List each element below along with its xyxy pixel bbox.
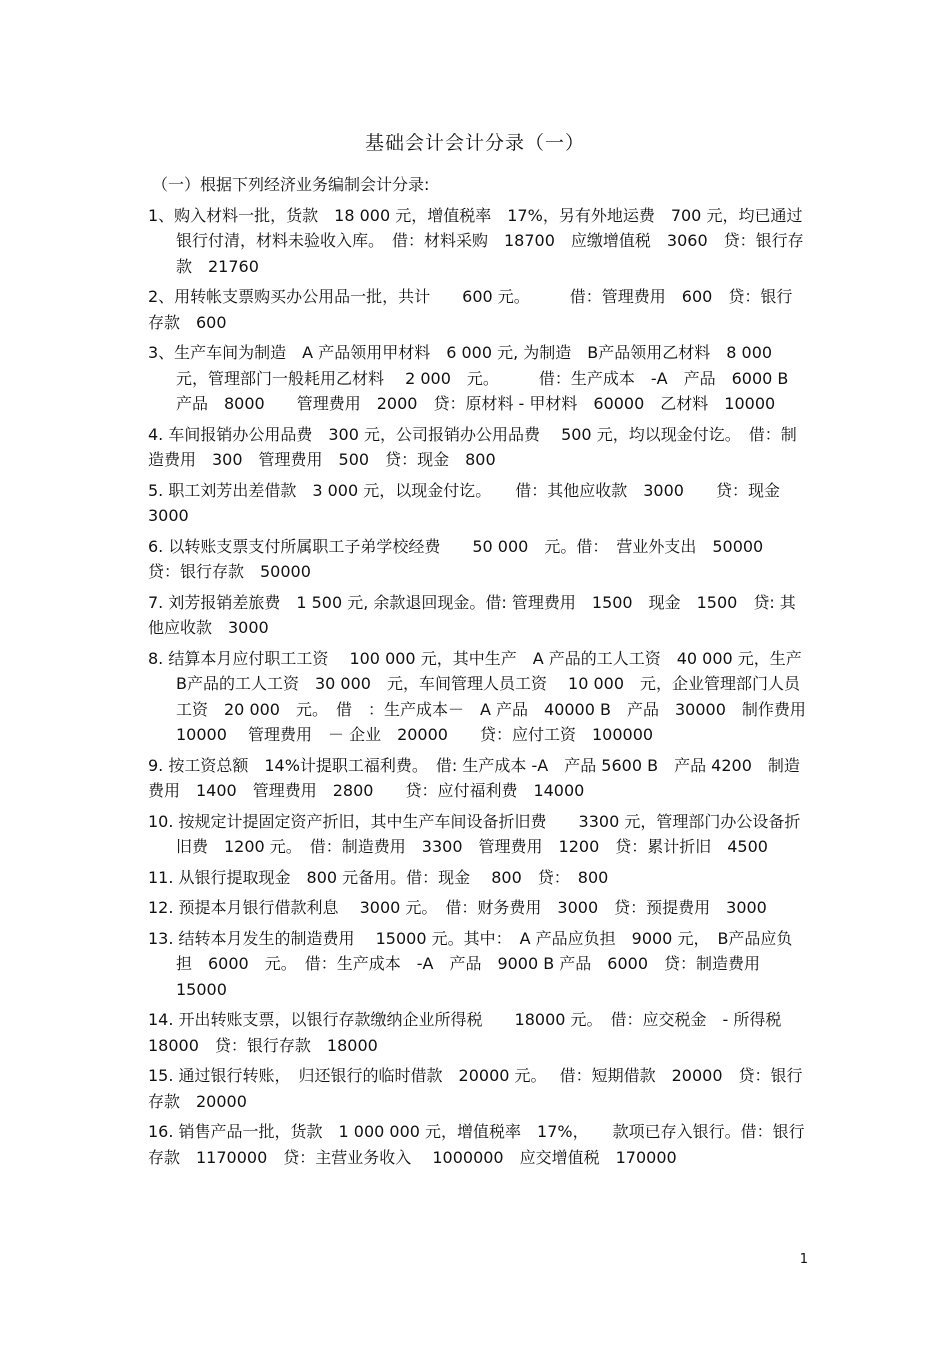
list-item: 5. 职工刘芳出差借款 3 000 元，以现金付讫。 借：其他应收款 3000 贷：现金 3000	[148, 480, 780, 525]
list-item: 14. 开出转账支票，以银行存款缴纳企业所得税 18000 元。 借：应交税金 - 所得税 18000 贷：银行存款 18000	[148, 1010, 798, 1055]
list-item: 1、购入材料一批，货款 18 000 元，增值税率 17%，另有外地运费 700 元，均已通过银行付清，材料未验收入库。 借：材料采购 18700 应缴增值税 3060 贷：银行存款 21760	[148, 205, 804, 276]
list-item: 9. 按工资总额 14%计提职工福利费。 借: 生产成本 -A 产品 5600 B 产品 4200 制造费用 1400 管理费用 2800 贷：应付福利费 14000	[148, 755, 800, 800]
document-body	[148, 172, 822, 1175]
list-item: 2、用转帐支票购买办公用品一批，共计 600 元。 借：管理费用 600 贷：银行存款 600	[148, 287, 793, 332]
page-number: 1	[799, 1252, 808, 1267]
list-item: 10. 按规定计提固定资产折旧，其中生产车间设备折旧费 3300 元，管理部门办公设备折旧费 1200 元。 借：制造费用 3300 管理费用 1200 贷：累计折旧 4500	[148, 811, 801, 856]
list-item: 4. 车间报销办公用品费 300 元，公司报销办公用品费 500 元，均以现金付讫。 借：制造费用 300 管理费用 500 贷：现金 800	[148, 424, 797, 469]
list-item: 15. 通过银行转账， 归还银行的临时借款 20000 元。 借：短期借款 20000 贷：银行存款 20000	[148, 1066, 803, 1111]
list-item: 11. 从银行提取现金 800 元备用。借：现金 800 贷： 800	[148, 867, 609, 887]
list-item: 8. 结算本月应付职工工资 100 000 元，其中生产 A 产品的工人工资 40 000 元，生产 B产品的工人工资 30 000 元，车间管理人员工资 10 000 元，企业管理部门人员工资 20 000 元。 借 ：生产成本－ A 产品 40000 B 产品 30000 制作费用 10000 管理费用 － 企业 20000 贷：应付工资 100000	[148, 648, 822, 744]
list-item: 12. 预提本月银行借款利息 3000 元。 借：财务费用 3000 贷：预提费用 3000	[148, 898, 767, 917]
page-title: 基础会计会计分录（一）	[364, 132, 585, 154]
section-heading: （一）根据下列经济业务编制会计分录:	[152, 175, 430, 194]
list-item: 6. 以转账支票支付所属职工子弟学校经费 50 000 元。借： 营业外支出 50000 贷：银行存款 50000	[148, 536, 780, 581]
list-item: 13. 结转本月发生的制造费用 15000 元。其中： A 产品应负担 9000 元， B产品应负担 6000 元。 借：生产成本 -A 产品 9000 B 产品 6000 贷：制造费用 15000	[148, 928, 793, 999]
list-item: 16. 销售产品一批，货款 1 000 000 元，增值税率 17%， 款项已存入银行。借：银行存款 1170000 贷：主营业务收入 1000000 应交增值税 170000	[148, 1122, 805, 1167]
list-item: 7. 刘芳报销差旅费 1 500 元, 余款退回现金。借: 管理费用 1500 现金 1500 贷: 其他应收款 3000	[148, 592, 796, 637]
list-item: 3、生产车间为制造 A 产品领用甲材料 6 000 元, 为制造 B产品领用乙材料 8 000 元，管理部门一般耗用乙材料 2 000 元。 借：生产成本 -A 产品 6000 B 产品 8000 管理费用 2000 贷：原材料 - 甲材料 60000 乙材料 10000	[148, 343, 789, 413]
